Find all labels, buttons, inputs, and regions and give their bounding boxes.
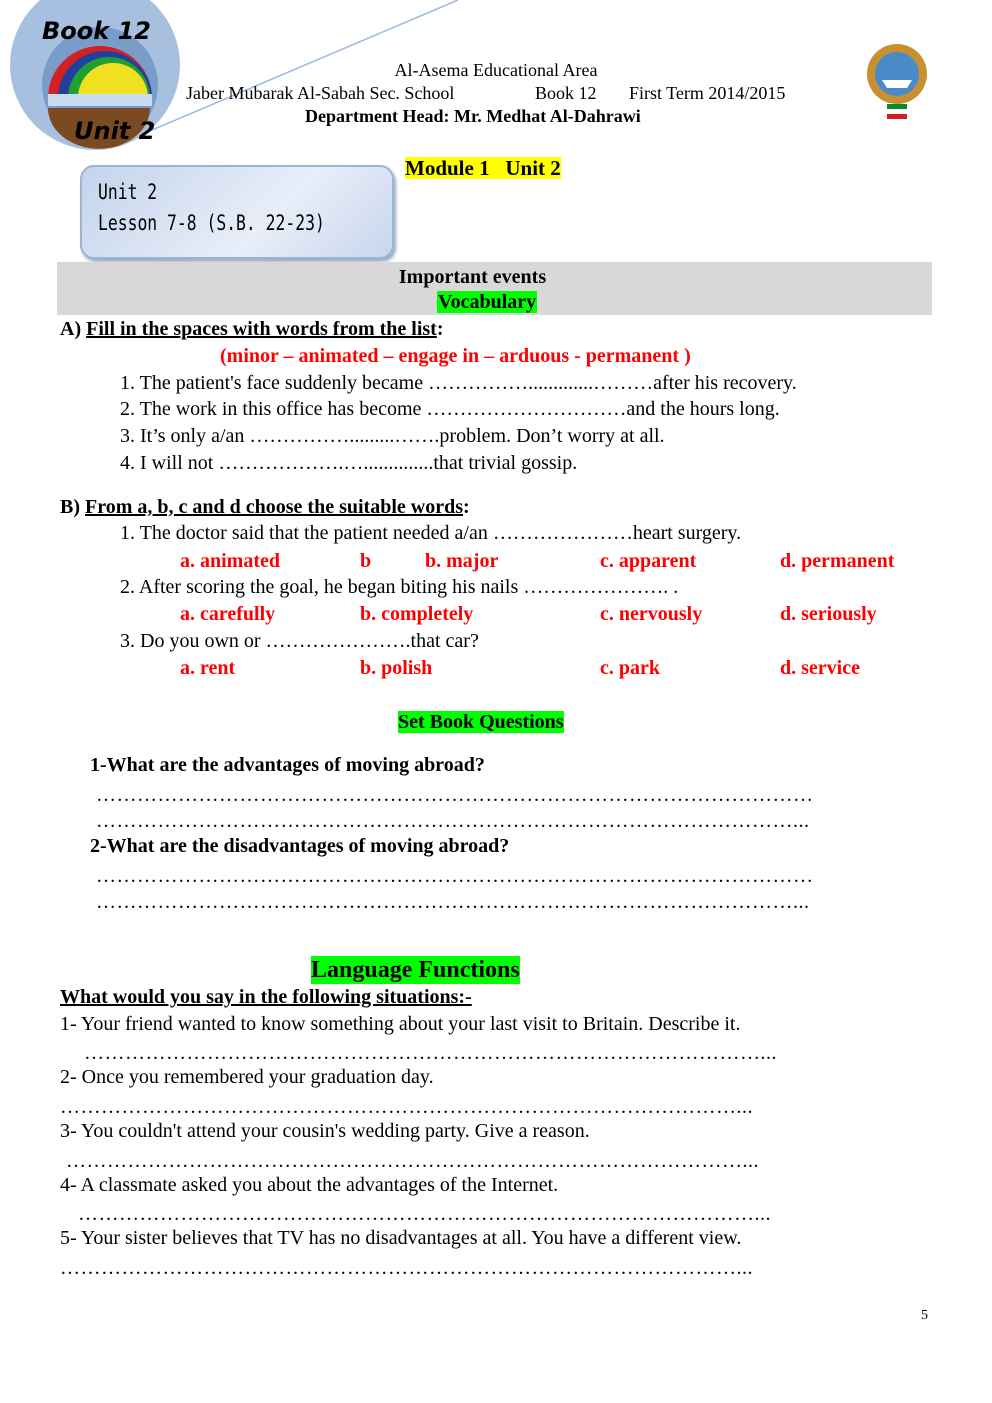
situation-2: 2- Once you remembered your graduation day.: [60, 1066, 434, 1088]
option: c. park: [600, 657, 660, 679]
answer-line: ……………………………………………………………………………………………: [96, 784, 814, 806]
section-b-heading: B) From a, b, c and d choose the suitable words:: [60, 496, 470, 518]
language-functions-instructions: What would you say in the following situations:-: [60, 986, 472, 1008]
option: b. major: [425, 550, 499, 572]
answer-line: ………………………………………………………………………………………...: [78, 1203, 771, 1225]
lesson-unit: Unit 2: [98, 180, 158, 204]
kuwait-emblem: [862, 44, 932, 120]
option: d. seriously: [780, 603, 877, 625]
item-a2: 2. The work in this office has become …………………………and the hours long.: [120, 398, 780, 420]
option: c. nervously: [600, 603, 703, 625]
module-label: Module 1 Unit 2: [405, 156, 561, 180]
option: a. animated: [180, 550, 280, 572]
option: b. completely: [360, 603, 474, 625]
lesson-box: [80, 165, 394, 259]
situation-4: 4- A classmate asked you about the advantages of the Internet.: [60, 1174, 559, 1196]
band-vocabulary: Vocabulary: [438, 291, 537, 313]
option: d. permanent: [780, 550, 895, 572]
answer-line: …………………………………………………………………………………………...: [96, 810, 810, 832]
setbook-q2: 2-What are the disadvantages of moving abroad?: [90, 835, 510, 857]
section-a-heading: A) Fill in the spaces with words from the list:: [60, 318, 444, 340]
answer-line: ………………………………………………………………………………………...: [60, 1096, 753, 1118]
situation-1: 1- Your friend wanted to know something about your last visit to Britain. Describe it.: [60, 1013, 741, 1035]
header-department-head: Department Head: Mr. Medhat Al-Dahrawi: [305, 106, 641, 126]
setbook-title: Set Book Questions: [398, 711, 564, 733]
situation-5: 5- Your sister believes that TV has no disadvantages at all. You have a different view.: [60, 1227, 742, 1249]
item-a4: 4. I will not ……………….…..............that trivial gossip.: [120, 452, 578, 474]
option: a. rent: [180, 657, 236, 679]
header-term: First Term 2014/2015: [629, 83, 786, 103]
item-a1: 1. The patient's face suddenly became …………….............………after his recovery.: [120, 372, 797, 394]
logo-book: Book 12: [42, 17, 151, 45]
answer-line: ………………………………………………………………………………………...: [84, 1042, 777, 1064]
header-area: Al-Asema Educational Area: [394, 60, 598, 80]
option: c. apparent: [600, 550, 697, 572]
band-title: Important events: [398, 266, 547, 288]
question-b2: 2. After scoring the goal, he began biting his nails …………………. .: [120, 576, 679, 598]
answer-line: ………………………………………………………………………………………...: [60, 1257, 753, 1279]
question-b3: 3. Do you own or ………………….that car?: [120, 630, 479, 652]
header-school: Jaber Mubarak Al-Sabah Sec. School: [186, 83, 455, 103]
language-functions-title: Language Functions: [311, 957, 520, 983]
option: b: [360, 550, 372, 572]
option: b. polish: [360, 657, 433, 679]
situation-3: 3- You couldn't attend your cousin's wedding party. Give a reason.: [60, 1120, 590, 1142]
answer-line: ……………………………………………………………………………………………: [96, 865, 814, 887]
lesson-title: Lesson 7-8 (S.B. 22-23): [98, 211, 325, 235]
setbook-q1: 1-What are the advantages of moving abroad?: [90, 754, 485, 776]
answer-line: ………………………………………………………………………………………...: [66, 1150, 759, 1172]
page-number: 5: [921, 1308, 928, 1323]
header-book: Book 12: [535, 83, 597, 103]
item-a3: 3. It’s only a/an …………….........…….problem. Don’t worry at all.: [120, 425, 665, 447]
question-b1: 1. The doctor said that the patient needed a/an …………………heart surgery.: [120, 522, 742, 544]
answer-line: …………………………………………………………………………………………...: [96, 891, 810, 913]
logo-unit: Unit 2: [74, 117, 156, 145]
option: d. service: [780, 657, 860, 679]
word-list: (minor – animated – engage in – arduous - permanent ): [220, 345, 691, 367]
option: a. carefully: [180, 603, 276, 625]
